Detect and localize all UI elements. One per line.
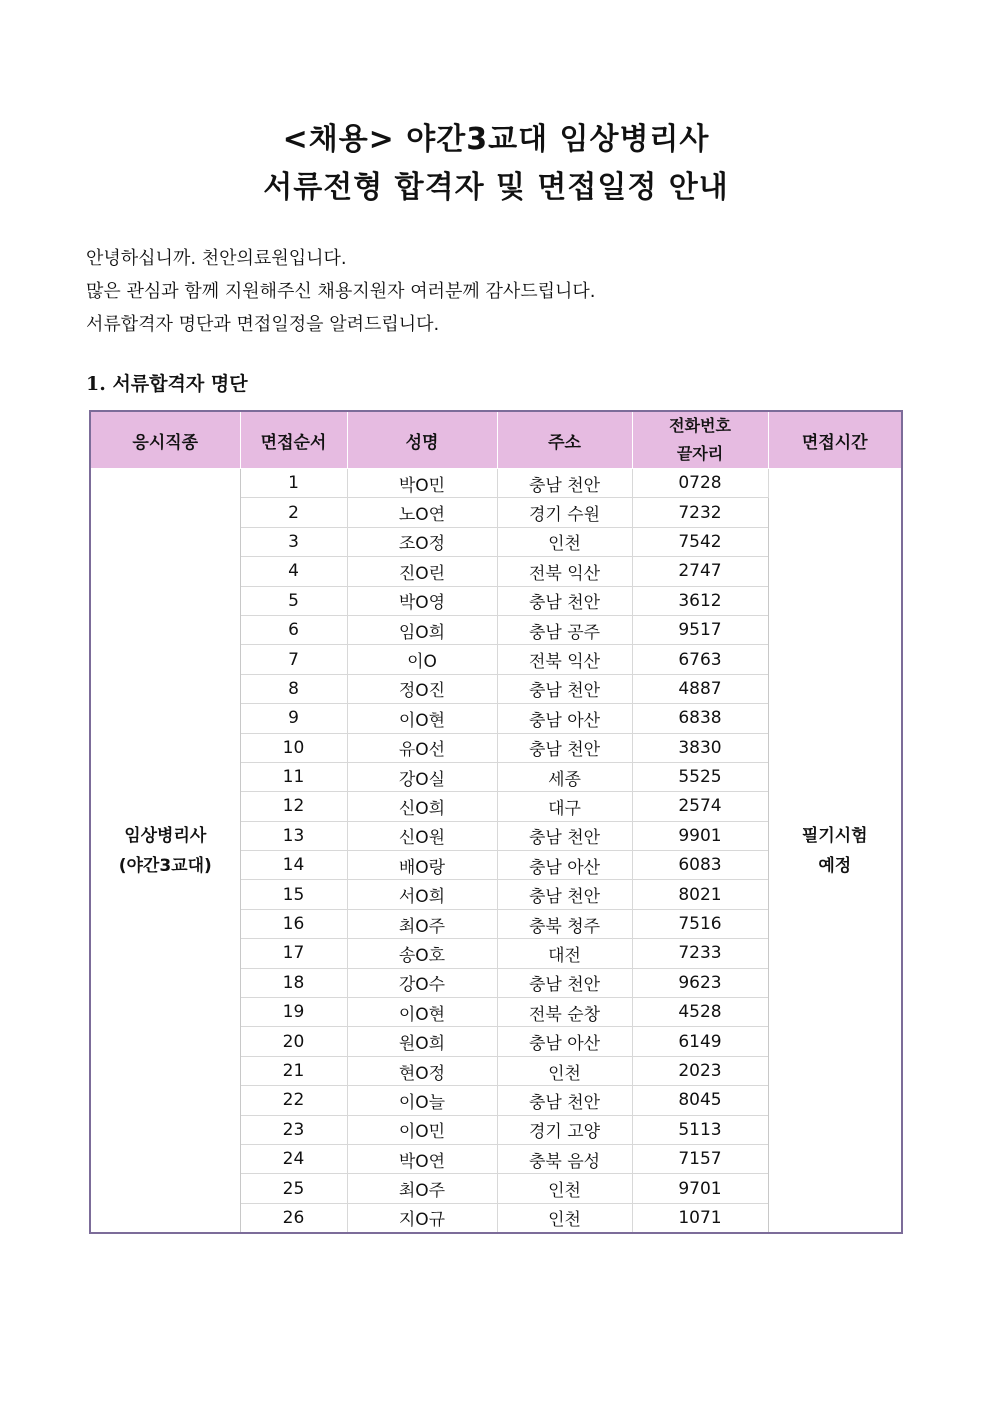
cell-order: 26 xyxy=(240,1203,347,1233)
cell-phone: 3830 xyxy=(632,733,768,762)
intro-paragraph xyxy=(86,242,596,341)
cell-order: 6 xyxy=(240,615,347,644)
cell-address: 충북 음성 xyxy=(497,1144,632,1173)
cell-order: 22 xyxy=(240,1086,347,1115)
cell-address: 충남 천안 xyxy=(497,1086,632,1115)
cell-address: 전북 익산 xyxy=(497,645,632,674)
cell-name: 임O희 xyxy=(347,615,497,644)
cell-order: 7 xyxy=(240,645,347,674)
cell-name: 배O랑 xyxy=(347,851,497,880)
cell-name: 이O현 xyxy=(347,704,497,733)
cell-order: 2 xyxy=(240,498,347,527)
cell-name: 진O린 xyxy=(347,557,497,586)
cell-address: 인천 xyxy=(497,1174,632,1203)
header-order: 면접순서 xyxy=(240,411,347,469)
job-type-cell xyxy=(90,469,240,1234)
applicant-table xyxy=(89,410,903,1234)
header-time: 면접시간 xyxy=(768,411,902,469)
cell-order: 18 xyxy=(240,968,347,997)
cell-phone: 2023 xyxy=(632,1056,768,1085)
cell-name: 현O정 xyxy=(347,1056,497,1085)
cell-phone: 0728 xyxy=(632,469,768,498)
job-type-line1: 임상병리사 xyxy=(124,825,207,846)
cell-name: 이O민 xyxy=(347,1115,497,1144)
cell-order: 10 xyxy=(240,733,347,762)
cell-order: 12 xyxy=(240,792,347,821)
page-title-line2: 서류전형 합격자 및 면접일정 안내 xyxy=(263,170,729,205)
cell-order: 14 xyxy=(240,851,347,880)
cell-name: 원O희 xyxy=(347,1027,497,1056)
cell-phone: 9517 xyxy=(632,615,768,644)
cell-address: 인천 xyxy=(497,527,632,556)
cell-name: 박O연 xyxy=(347,1144,497,1173)
cell-order: 23 xyxy=(240,1115,347,1144)
cell-name: 이O현 xyxy=(347,998,497,1027)
cell-phone: 7542 xyxy=(632,527,768,556)
cell-order: 11 xyxy=(240,762,347,791)
header-address: 주소 xyxy=(497,411,632,469)
cell-order: 21 xyxy=(240,1056,347,1085)
cell-order: 24 xyxy=(240,1144,347,1173)
cell-order: 4 xyxy=(240,557,347,586)
cell-phone: 8045 xyxy=(632,1086,768,1115)
cell-order: 9 xyxy=(240,704,347,733)
page-title-line1: <채용> 야간3교대 임상병리사 xyxy=(282,122,710,157)
cell-name: 조O정 xyxy=(347,527,497,556)
cell-phone: 6083 xyxy=(632,851,768,880)
cell-address: 충남 천안 xyxy=(497,733,632,762)
section-title: 1. 서류합격자 명단 xyxy=(86,373,248,395)
cell-phone: 7157 xyxy=(632,1144,768,1173)
cell-phone: 2574 xyxy=(632,792,768,821)
cell-order: 13 xyxy=(240,821,347,850)
cell-name: 정O진 xyxy=(347,674,497,703)
header-phone-line1: 전화번호 xyxy=(669,416,731,435)
cell-address: 충남 공주 xyxy=(497,615,632,644)
intro-line: 많은 관심과 함께 지원해주신 채용지원자 여러분께 감사드립니다. xyxy=(86,281,596,302)
cell-order: 8 xyxy=(240,674,347,703)
cell-phone: 7233 xyxy=(632,939,768,968)
cell-order: 20 xyxy=(240,1027,347,1056)
cell-order: 25 xyxy=(240,1174,347,1203)
cell-address: 충남 천안 xyxy=(497,586,632,615)
intro-line: 안녕하십니까. 천안의료원입니다. xyxy=(86,248,347,269)
header-name: 성명 xyxy=(347,411,497,469)
cell-address: 인천 xyxy=(497,1056,632,1085)
cell-phone: 4887 xyxy=(632,674,768,703)
cell-phone: 3612 xyxy=(632,586,768,615)
cell-name: 송O호 xyxy=(347,939,497,968)
cell-address: 세종 xyxy=(497,762,632,791)
interview-time-line1: 필기시험 xyxy=(801,825,868,846)
cell-order: 17 xyxy=(240,939,347,968)
cell-address: 경기 수원 xyxy=(497,498,632,527)
cell-name: 최O주 xyxy=(347,1174,497,1203)
cell-order: 19 xyxy=(240,998,347,1027)
cell-address: 충북 청주 xyxy=(497,909,632,938)
table-row xyxy=(90,469,902,498)
cell-name: 박O민 xyxy=(347,469,497,498)
cell-name: 최O주 xyxy=(347,909,497,938)
cell-phone: 9701 xyxy=(632,1174,768,1203)
cell-phone: 1071 xyxy=(632,1203,768,1233)
cell-address: 전북 순창 xyxy=(497,998,632,1027)
header-phone xyxy=(632,411,768,469)
cell-name: 지O규 xyxy=(347,1203,497,1233)
cell-name: 유O선 xyxy=(347,733,497,762)
cell-address: 충남 천안 xyxy=(497,821,632,850)
interview-time-cell xyxy=(768,469,902,1234)
cell-order: 15 xyxy=(240,880,347,909)
cell-address: 대전 xyxy=(497,939,632,968)
cell-phone: 5525 xyxy=(632,762,768,791)
cell-address: 충남 천안 xyxy=(497,968,632,997)
table-header-row xyxy=(90,411,902,469)
cell-name: 강O실 xyxy=(347,762,497,791)
cell-name: 서O희 xyxy=(347,880,497,909)
cell-order: 1 xyxy=(240,469,347,498)
cell-address: 충남 천안 xyxy=(497,469,632,498)
cell-order: 3 xyxy=(240,527,347,556)
job-type-line2: (야간3교대) xyxy=(118,855,212,876)
cell-phone: 5113 xyxy=(632,1115,768,1144)
cell-phone: 4528 xyxy=(632,998,768,1027)
cell-name: 강O수 xyxy=(347,968,497,997)
cell-address: 경기 고양 xyxy=(497,1115,632,1144)
intro-line: 서류합격자 명단과 면접일정을 알려드립니다. xyxy=(86,314,440,335)
cell-name: 이O늘 xyxy=(347,1086,497,1115)
cell-phone: 6149 xyxy=(632,1027,768,1056)
cell-address: 충남 천안 xyxy=(497,880,632,909)
cell-phone: 9623 xyxy=(632,968,768,997)
cell-order: 16 xyxy=(240,909,347,938)
header-phone-line2: 끝자리 xyxy=(676,444,724,463)
cell-name: 박O영 xyxy=(347,586,497,615)
cell-order: 5 xyxy=(240,586,347,615)
cell-phone: 7232 xyxy=(632,498,768,527)
cell-phone: 9901 xyxy=(632,821,768,850)
cell-address: 충남 아산 xyxy=(497,851,632,880)
cell-phone: 6763 xyxy=(632,645,768,674)
header-job: 응시직종 xyxy=(90,411,240,469)
cell-address: 충남 천안 xyxy=(497,674,632,703)
cell-phone: 8021 xyxy=(632,880,768,909)
interview-time-line2: 예정 xyxy=(818,855,852,876)
cell-address: 인천 xyxy=(497,1203,632,1233)
cell-name: 신O원 xyxy=(347,821,497,850)
cell-address: 전북 익산 xyxy=(497,557,632,586)
cell-address: 충남 아산 xyxy=(497,1027,632,1056)
cell-phone: 7516 xyxy=(632,909,768,938)
cell-name: 이O xyxy=(347,645,497,674)
cell-phone: 2747 xyxy=(632,557,768,586)
cell-phone: 6838 xyxy=(632,704,768,733)
cell-address: 대구 xyxy=(497,792,632,821)
cell-name: 노O연 xyxy=(347,498,497,527)
cell-name: 신O희 xyxy=(347,792,497,821)
cell-address: 충남 아산 xyxy=(497,704,632,733)
